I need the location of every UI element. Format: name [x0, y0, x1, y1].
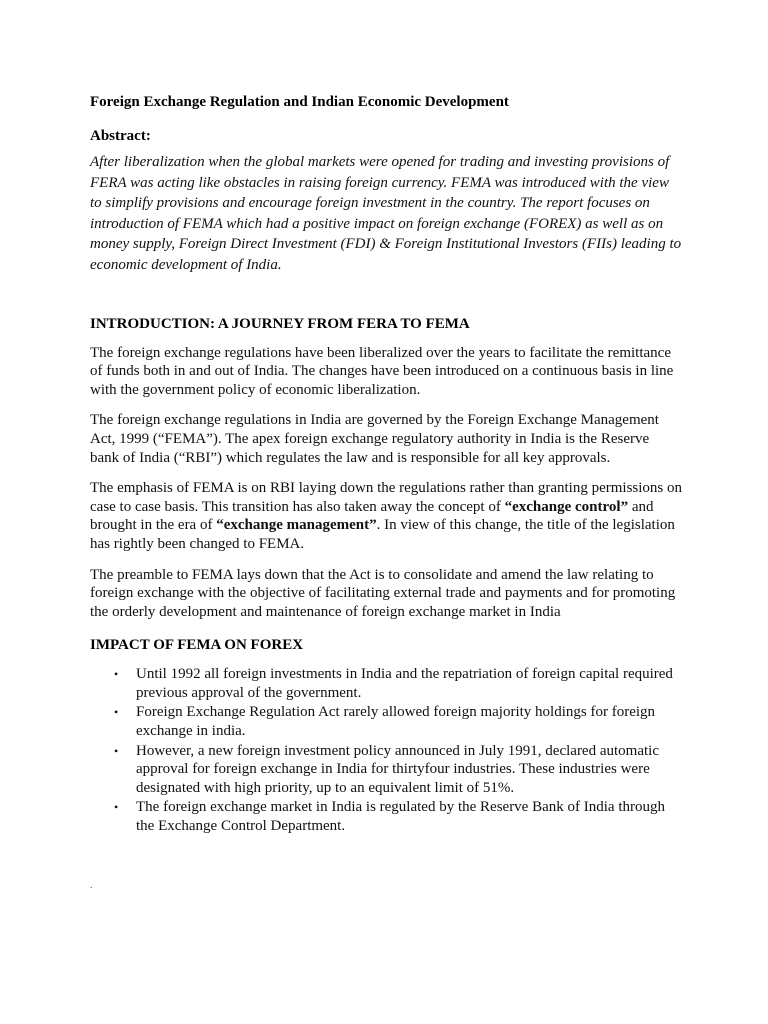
list-item-text: However, a new foreign investment policy announced in July 1991, declared automatic approval for foreign exchange in India for thirtyfour industries. These industries were designated with high priority, up to an equivalent limit of 51%. [136, 742, 659, 796]
intro-paragraph-4: The preamble to FEMA lays down that the Act is to consolidate and amend the law relating to foreign exchange with the objective of facilitating external trade and payments and for promoting the orderly development and maintenance of foreign exchange market in India [90, 566, 676, 620]
intro-paragraph-3 [90, 479, 682, 553]
exchange-control-term: “exchange control” [504, 498, 629, 515]
intro-p3-text-1: The emphasis of FEMA is on RBI laying down the regulations rather than granting permissions on case to case basis. This transition has also taken away the concept of [90, 480, 683, 515]
list-item-text: The foreign exchange market in India is regulated by the Reserve Bank of India through the Exchange Control Department. [136, 799, 665, 835]
intro-heading: INTRODUCTION: A JOURNEY FROM FERA TO FEMA [90, 315, 470, 332]
list-item-text: Until 1992 all foreign investments in India and the repatriation of foreign capital required previous approval of the government. [136, 666, 673, 701]
intro-p3-text-3: . In view of this change, the title of the legislation has rightly been changed to FEMA. [90, 517, 675, 552]
document-title: Foreign Exchange Regulation and Indian Economic Development [90, 94, 509, 110]
exchange-management-term: “exchange management” [216, 517, 377, 534]
bullet-icon: • [114, 743, 119, 758]
impact-bullet-list [90, 665, 682, 835]
impact-heading: IMPACT OF FEMA ON FOREX [90, 637, 304, 654]
list-item [114, 798, 682, 835]
trailing-mark: . [90, 880, 93, 891]
abstract-text: After liberalization when the global markets were opened for trading and investing provisions of FERA was acting like obstacles in raising foreign currency. FEMA was introduced with the view to simplify provisions and encourage foreign investment in the country. The report focuses on introduction of FEMA which had a positive impact on foreign exchange (FOREX) as well as on money supply, Foreign Direct Investment (FDI) & Foreign Institutional Investors (FIIs) leading to economic development of India. [90, 154, 682, 273]
intro-paragraph-1: The foreign exchange regulations have been liberalized over the years to facilitate the remittance of funds both in and out of India. The changes have been introduced on a continuous basis in line with the government policy of economic liberalization. [90, 344, 674, 398]
list-item [114, 665, 682, 702]
intro-p3-text-2: and brought in the era of [90, 498, 654, 534]
list-item [114, 703, 682, 740]
intro-paragraph-2: The foreign exchange regulations in India are governed by the Foreign Exchange Management Act, 1999 (“FEMA”). The apex foreign exchange regulatory authority in India is the Reserve bank of India (“RBI”) which regulates the law and is responsible for all key approvals. [90, 412, 659, 466]
bullet-icon: • [114, 667, 119, 682]
list-item [114, 742, 682, 798]
bullet-icon: • [114, 800, 119, 815]
abstract-heading: Abstract: [90, 128, 151, 144]
bullet-icon: • [114, 705, 119, 720]
list-item-text: Foreign Exchange Regulation Act rarely allowed foreign majority holdings for foreign exchange in india. [136, 704, 656, 740]
